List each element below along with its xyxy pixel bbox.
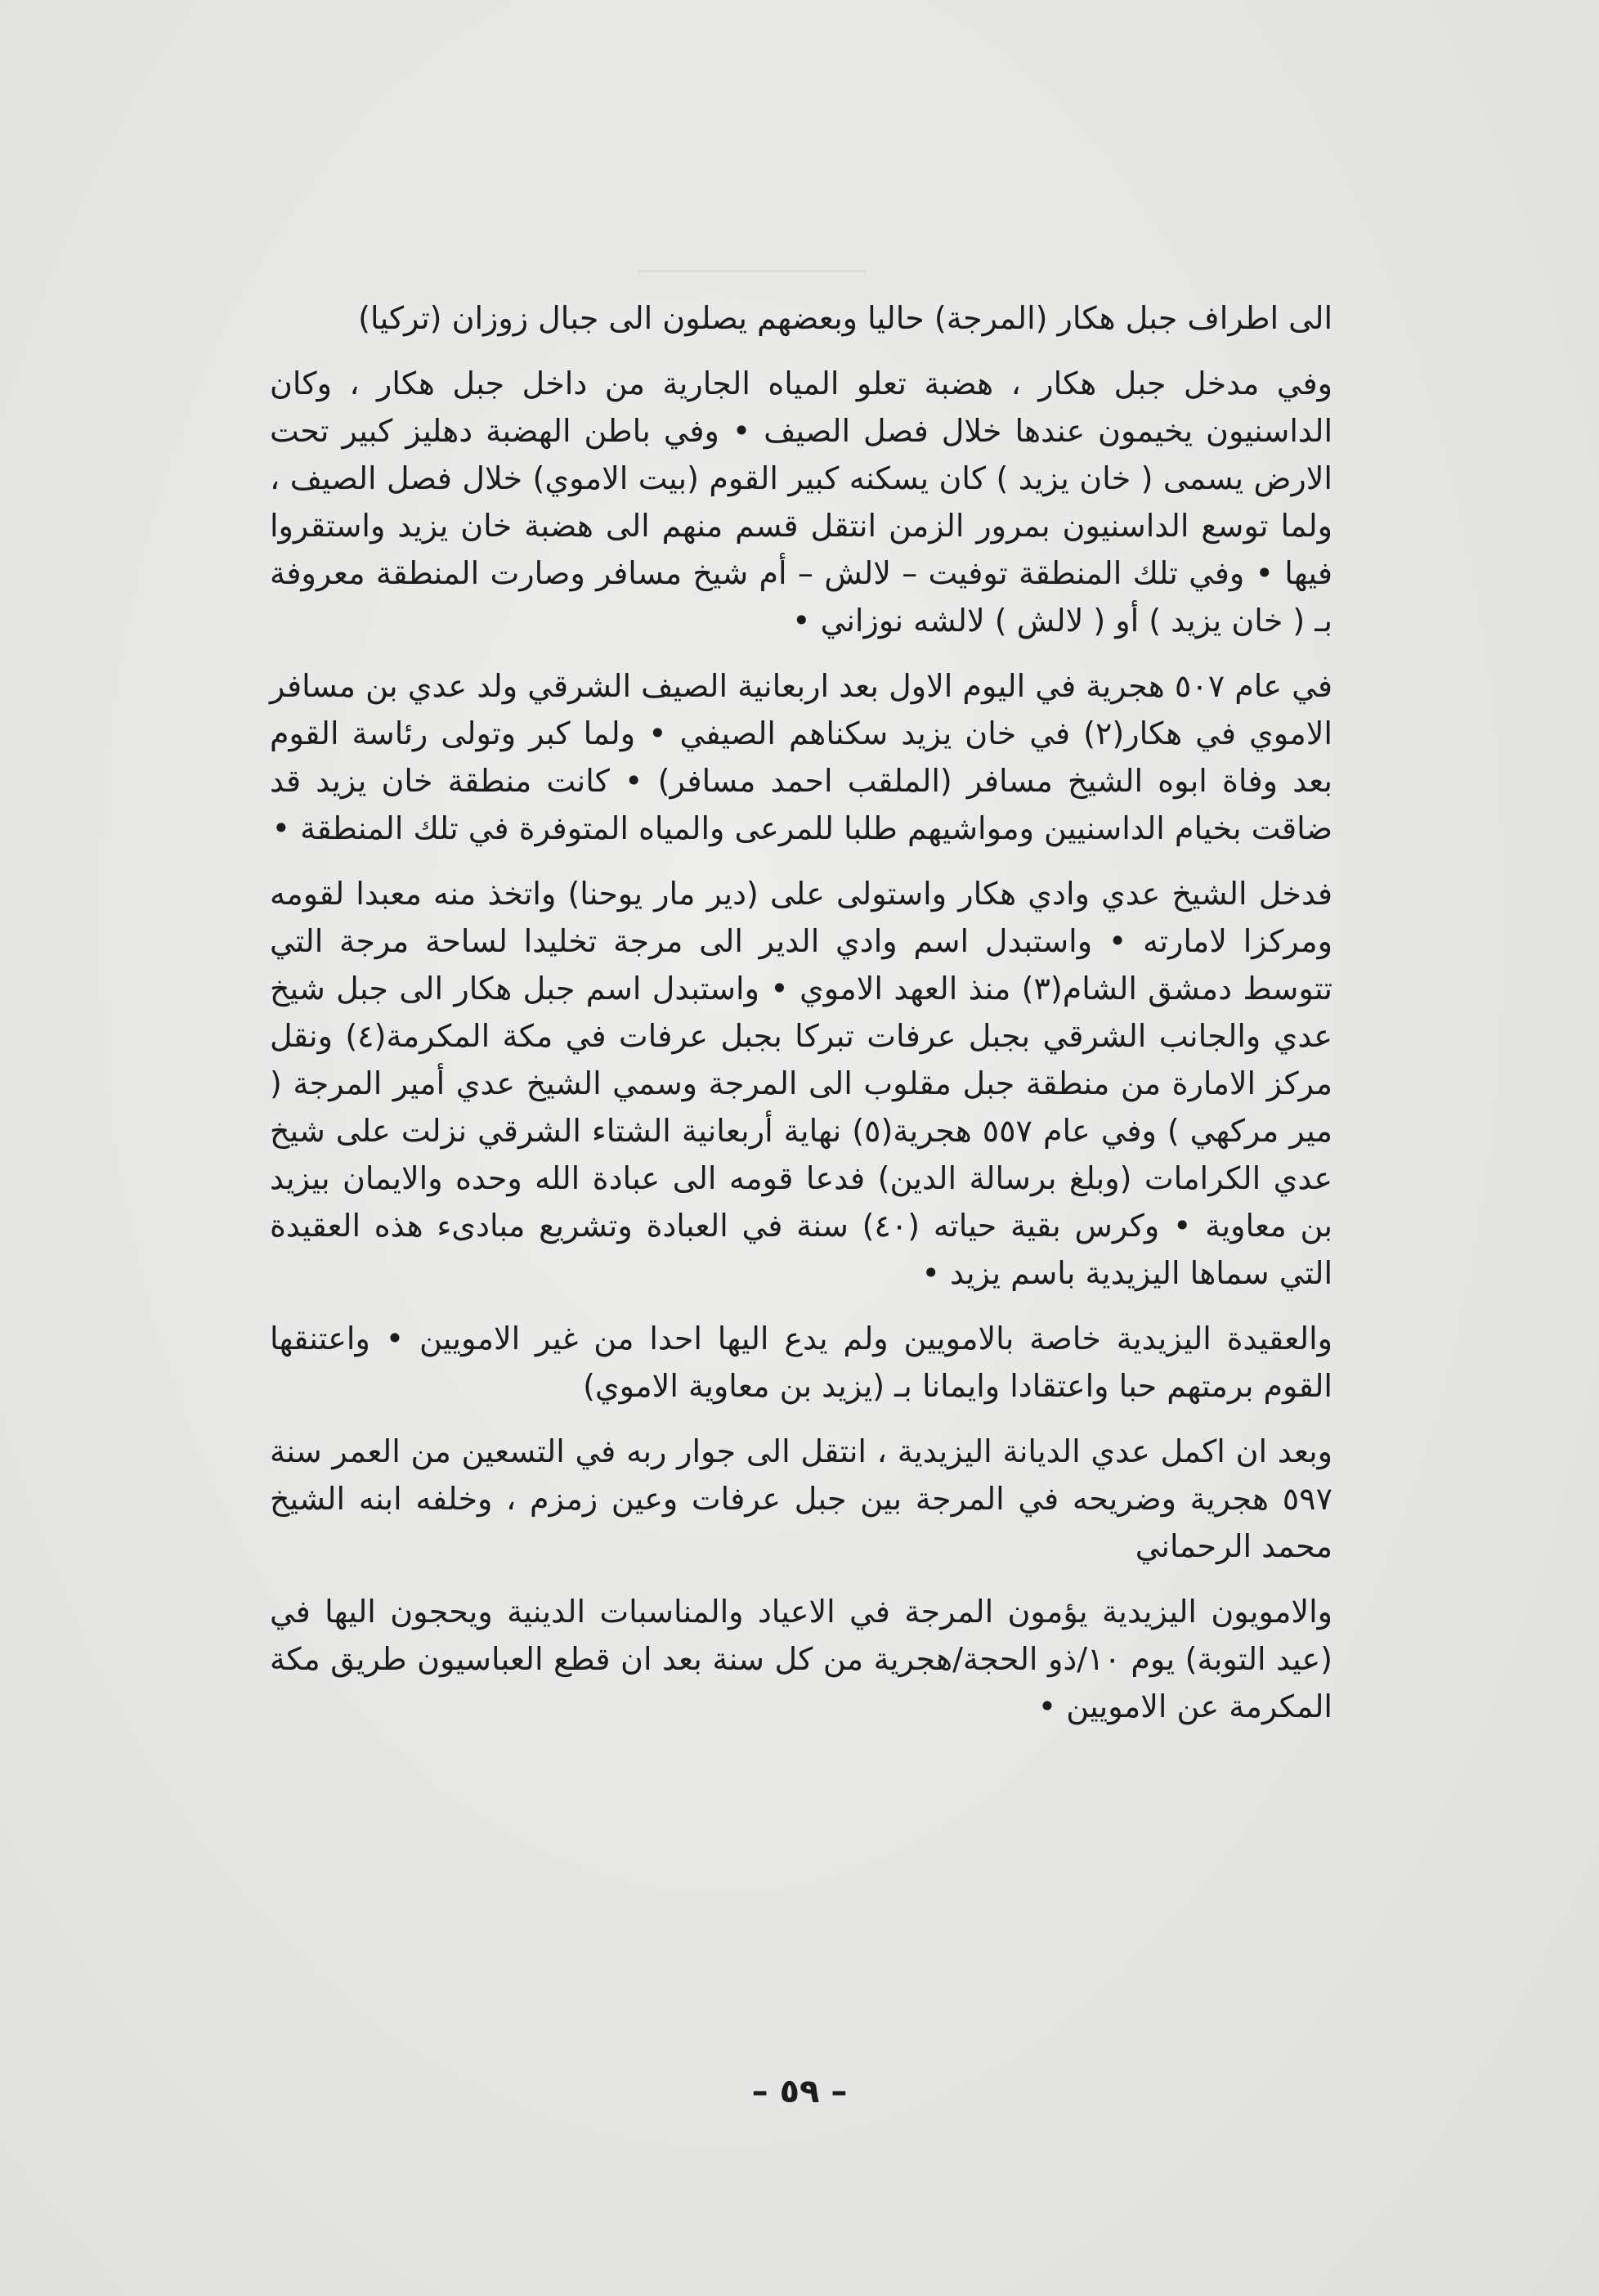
- paragraph-5: والعقيدة اليزيدية خاصة بالامويين ولم يدع اليها احدا من غير الامويين • واعتنقها القوم برمتهم حبا واعتقادا وايمانا بـ (يزيد بن معاوية الاموي): [270, 1321, 1332, 1404]
- paragraph-7: والامويون اليزيدية يؤمون المرجة في الاعياد والمناسبات الدينية ويحجون اليها في (عيد التوبة) يوم ١٠/ذو الحجة/هجرية من كل سنة بعد ان قطع العباسيون طريق مكة المكرمة عن الامويين •: [270, 1594, 1332, 1724]
- paragraph-3: في عام ٥٠٧ هجرية في اليوم الاول بعد اربعانية الصيف الشرقي ولد عدي بن مسافر الاموي في هكار(٢) في خان يزيد سكناهم الصيفي • ولما كبر وتولى رئاسة القوم بعد وفاة ابوه الشيخ مسافر (الملقب احمد مسافر) • كانت منطقة خان يزيد قد ضاقت بخيام الداسنيين ومواشيهم طلبا للمرعى والمياه المتوفرة في تلك المنطقة •: [270, 668, 1332, 846]
- page-number: – ٥٩ –: [751, 2073, 848, 2110]
- page-smudge: [638, 270, 867, 272]
- paragraph-6: وبعد ان اكمل عدي الديانة اليزيدية ، انتقل الى جوار ربه في التسعين من العمر سنة ٥٩٧ هجرية وضريحه في المرجة بين جبل عرفات وعين زمزم ، وخلفه ابنه الشيخ محمد الرحماني: [270, 1433, 1332, 1564]
- paragraph-1: الى اطراف جبل هكار (المرجة) حاليا وبعضهم يصلون الى جبال زوزان (تركيا): [358, 300, 1332, 336]
- paragraph-4: فدخل الشيخ عدي وادي هكار واستولى على (دير مار يوحنا) واتخذ منه معبدا لقومه ومركزا لامارته • واستبدل اسم وادي الدير الى مرجة تخليدا لساحة مرجة التي تتوسط دمشق الشام(٣) منذ العهد الاموي • واستبدل اسم جبل هكار الى جبل شيخ عدي والجانب الشرقي بجبل عرفات تبركا بجبل عرفات في مكة المكرمة(٤) ونقل مركز الامارة من منطقة جبل مقلوب الى المرجة وسمي الشيخ عدي أمير المرجة ( مير مركهي ) وفي عام ٥٥٧ هجرية(٥) نهاية أربعانية الشتاء الشرقي نزلت على شيخ عدي الكرامات (وبلغ برسالة الدين) فدعا قومه الى عبادة الله وحده والايمان بيزيد بن معاوية • وكرس بقية حياته (٤٠) سنة في العبادة وتشريع مبادىء هذه العقيدة التي سماها اليزيدية باسم يزيد •: [270, 876, 1332, 1291]
- paragraph-2: وفي مدخل جبل هكار ، هضبة تعلو المياه الجارية من داخل جبل هكار ، وكان الداسنيون يخيمون عندها خلال فصل الصيف • وفي باطن الهضبة دهليز كبير تحت الارض يسمى ( خان يزيد ) كان يسكنه كبير القوم (بيت الاموي) خلال فصل الصيف ، ولما توسع الداسنيون بمرور الزمن انتقل قسم منهم الى هضبة خان يزيد واستقروا فيها • وفي تلك المنطقة توفيت – لالش – أم شيخ مسافر وصارت المنطقة معروفة بـ ( خان يزيد ) أو ( لالش ) لالشه نوزاني •: [270, 365, 1332, 639]
- body-text: [270, 294, 1332, 1748]
